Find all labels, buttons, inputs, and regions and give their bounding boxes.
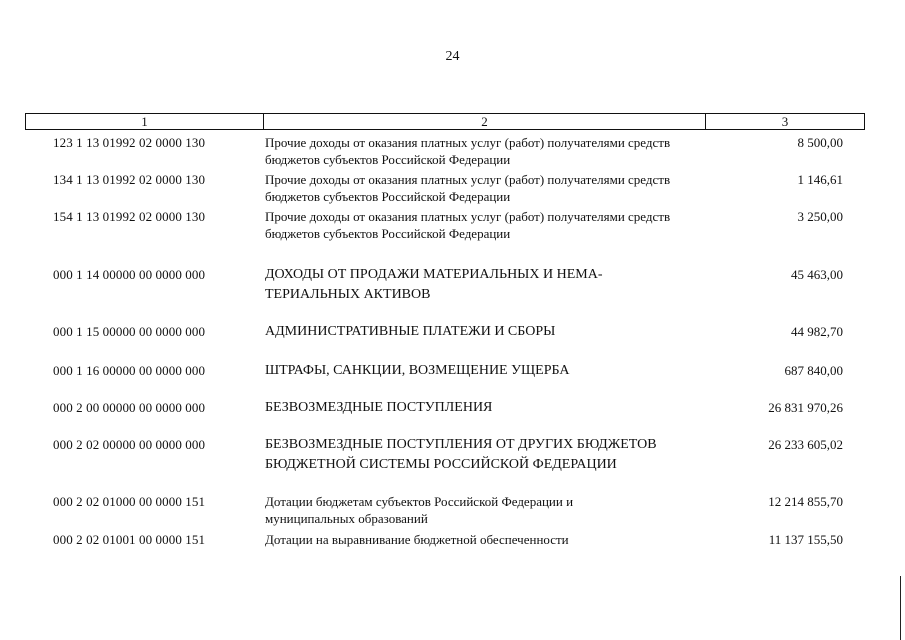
row-description: ДОХОДЫ ОТ ПРОДАЖИ МАТЕРИАЛЬНЫХ И НЕМА-ТЕРИАЛЬНЫХ АКТИВОВ [265, 267, 603, 302]
row-amount: 1 146,61 [797, 172, 843, 187]
row-amount: 45 463,00 [791, 267, 843, 282]
row-description: Дотации бюджетам субъектов Российской Федерации и муниципальных образований [265, 494, 574, 526]
header-col-1: 1 [26, 114, 264, 129]
row-amount: 44 982,70 [791, 324, 843, 339]
budget-code: 000 2 02 01000 00 0000 151 [53, 494, 206, 509]
page-number: 24 [445, 49, 460, 64]
row-description: Прочие доходы от оказания платных услуг (работ) получателями средств бюджетов субъектов Российской Федерации [265, 135, 671, 167]
header-col-2: 2 [264, 114, 706, 129]
scan-edge-line [900, 576, 901, 640]
table-header [25, 113, 865, 130]
budget-code: 000 2 02 01001 00 0000 151 [53, 532, 206, 547]
row-amount: 26 233 605,02 [768, 437, 843, 452]
budget-code: 000 1 14 00000 00 0000 000 [53, 267, 206, 282]
row-description: ШТРАФЫ, САНКЦИИ, ВОЗМЕЩЕНИЕ УЩЕРБА [265, 363, 570, 378]
row-description: Прочие доходы от оказания платных услуг (работ) получателями средств бюджетов субъектов Российской Федерации [265, 172, 671, 204]
row-amount: 26 831 970,26 [768, 400, 843, 415]
row-description: Дотации на выравнивание бюджетной обеспеченности [265, 532, 569, 547]
row-amount: 12 214 855,70 [768, 494, 843, 509]
row-amount: 3 250,00 [797, 209, 843, 224]
row-amount: 11 137 155,50 [768, 532, 843, 547]
row-amount: 8 500,00 [797, 135, 843, 150]
budget-code: 123 1 13 01992 02 0000 130 [53, 135, 206, 150]
row-description: БЕЗВОЗМЕЗДНЫЕ ПОСТУПЛЕНИЯ ОТ ДРУГИХ БЮДЖЕТОВ БЮДЖЕТНОЙ СИСТЕМЫ РОССИЙСКОЙ ФЕДЕРАЦИИ [265, 437, 657, 472]
row-description: АДМИНИСТРАТИВНЫЕ ПЛАТЕЖИ И СБОРЫ [265, 324, 556, 339]
budget-code: 000 1 16 00000 00 0000 000 [53, 363, 206, 378]
header-col-3: 3 [781, 113, 789, 129]
budget-code: 000 1 15 00000 00 0000 000 [53, 324, 206, 339]
budget-code: 000 2 02 00000 00 0000 000 [53, 437, 206, 452]
budget-code: 134 1 13 01992 02 0000 130 [53, 172, 206, 187]
row-description: Прочие доходы от оказания платных услуг (работ) получателями средств бюджетов субъектов Российской Федерации [265, 209, 671, 241]
budget-code: 000 2 00 00000 00 0000 000 [53, 400, 206, 415]
row-description: БЕЗВОЗМЕЗДНЫЕ ПОСТУПЛЕНИЯ [265, 400, 493, 415]
row-amount: 687 840,00 [784, 363, 843, 378]
budget-code: 154 1 13 01992 02 0000 130 [53, 209, 206, 224]
